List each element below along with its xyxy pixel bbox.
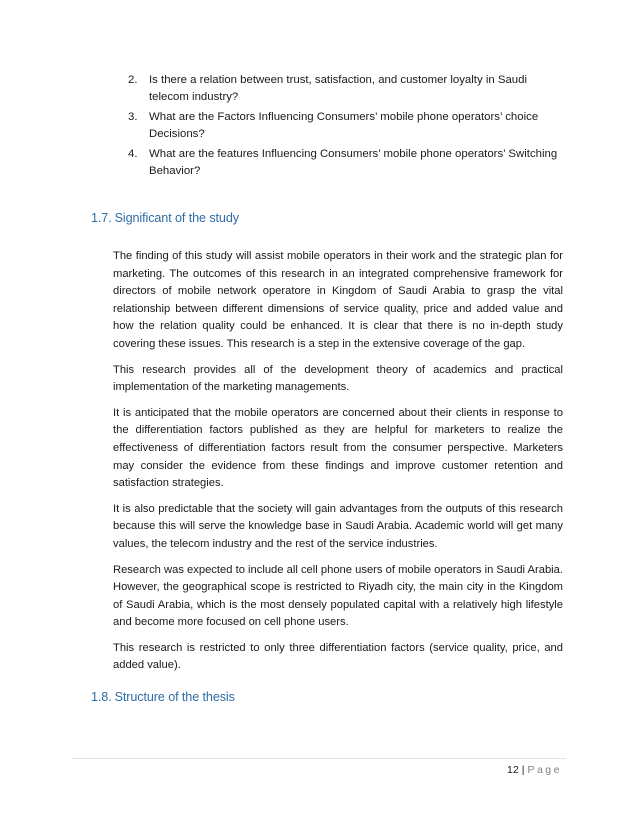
paragraph: This research provides all of the development theory of academics and practical implementation of the marketing managements. [113, 363, 563, 394]
paragraph: This research is restricted to only three differentiation factors (service quality, price, and added value). [113, 641, 563, 672]
list-item-text: Is there a relation between trust, satisfaction, and customer loyalty in Saudi telecom industry? [149, 74, 527, 103]
section-body-significance [113, 248, 563, 683]
paragraph: It is anticipated that the mobile operators are concerned about their clients in response to the differentiation factors published as they are helpful for marketers to realize the effectiveness of differentiation factors result from the consumer perspective. Marketers may consider the evidence from these findings and improve customer retention and satisfaction strategies. [113, 406, 563, 490]
section-number: 1.8. [91, 690, 112, 704]
section-title: Significant of the study [114, 211, 239, 225]
section-heading-structure [91, 690, 235, 704]
paragraph: Research was expected to include all cell phone users of mobile operators in Saudi Arabia. However, the geographical scope is restricted to Riyadh city, the main city in the Kingdom of Saudi Arabia, which is the most densely populated capital with a relatively high lifestyle and become more focused on cell phone users. [113, 563, 563, 629]
research-questions-list [128, 72, 568, 183]
list-item-text: What are the features Influencing Consumers’ mobile phone operators’ Switching Behavior? [149, 148, 558, 177]
page-label: Page [527, 764, 562, 776]
list-item [128, 109, 568, 143]
list-item-text: What are the Factors Influencing Consumers’ mobile phone operators’ choice Decisions? [149, 111, 539, 140]
list-item-number: 2. [128, 74, 138, 86]
page-number: 12 [507, 764, 519, 776]
section-number: 1.7. [91, 211, 112, 225]
section-heading-significance [91, 211, 239, 225]
list-item [128, 72, 568, 106]
list-item [128, 146, 568, 180]
paragraph: The finding of this study will assist mobile operators in their work and the strategic plan for marketing. The outcomes of this research in an integrated comprehensive framework for directors of mobile network operatore in Kingdom of Saudi Arabia to grasp the vital relationship between different dimensions of service quality, price and added value and how the relation quality could be enhanced. It is clear that there is no in-depth study covering these issues. This research is a step in the extensive coverage of the gap. [113, 250, 563, 350]
list-item-number: 4. [128, 148, 138, 160]
footer-divider [72, 758, 566, 759]
list-item-number: 3. [128, 111, 138, 123]
footer-separator: | [521, 764, 525, 776]
page-footer [507, 764, 562, 776]
section-title: Structure of the thesis [114, 690, 235, 704]
paragraph: It is also predictable that the society will gain advantages from the outputs of this research because this will serve the knowledge base in Saudi Arabia. Academic world will get many values, the telecom industry and the rest of the service industries. [113, 502, 563, 550]
